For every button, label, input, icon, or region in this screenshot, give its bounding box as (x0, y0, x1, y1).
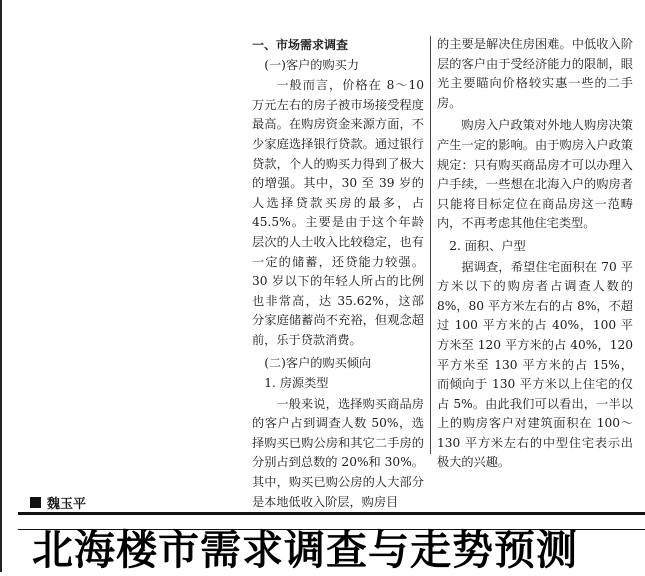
item-heading: 2. 面积、户型 (449, 238, 526, 253)
left-text-column (252, 36, 424, 515)
right-text-column (437, 35, 633, 476)
item-heading: 1. 房源类型 (264, 376, 329, 391)
paragraph: 据调查，希望住宅面积在 70 平方米以下的购房者占调查人数的 8%，80 平方米左右的占 8%，不超过 100 平方米的占 40%，100 平方米至 120 平方米的占 40%，120 平方米至 130 平方米的占 15%，而倾向于 130 平方米以上住宅的仅占 5%。由此我们可以看出，一半以上的购房客户对建筑面积在 100～130 平方米左右的中型住宅表示出极大的兴趣。 (437, 259, 633, 470)
paragraph: 的主要是解决住房困难。中低收入阶层的客户由于受经济能力的限制，眼光主要瞄向价格较实惠一些的二手房。 (437, 37, 633, 110)
article-title: 北海楼市需求调查与走势预测 (32, 526, 578, 574)
paragraph: 一般而言，价格在 8～10 万元左右的房子被市场接受程度最高。在购房资金来源方面，不少家庭选择银行贷款。通过银行贷款，个人的购买力得到了极大的增强。其中，30 至 39 岁的人选择贷款买房的最多，占 45.5%。主要是由于这个年龄层次的人士收入比较稳定，也有一定的储蓄，还贷能力较强。30 岁以下的年轻人所占的比例也非常高，达 35.62%，这部分家庭储蓄尚不充裕，但观念超前，乐于贷款消费。 (252, 78, 424, 347)
subsection-heading: (二)客户的购买倾向 (264, 355, 372, 370)
square-bullet-icon (30, 497, 41, 508)
subsection-heading: (一)客户的购买力 (264, 57, 360, 72)
page-edge (0, 0, 2, 572)
section-heading: 一、市场需求调查 (252, 38, 349, 52)
author-byline (30, 493, 86, 512)
paragraph: 一般来说，选择购买商品房的客户占到调查人数 50%，选择购买已购公房和其它二手房的分别占到总数的 20%和 30%。其中，购买已购公房的人大部分是本地低收入阶层，购房目 (252, 396, 424, 509)
author-name: 魏玉平 (47, 497, 87, 512)
paragraph: 购房入户政策对外地人购房决策产生一定的影响。由于购房入户政策规定：只有购买商品房才可以办理入户手续，一些想在北海入户的购房者只能将目标定位在商品房这一范畴内，不再考虑其他住宅类型。 (437, 118, 633, 231)
column-divider (430, 36, 431, 454)
